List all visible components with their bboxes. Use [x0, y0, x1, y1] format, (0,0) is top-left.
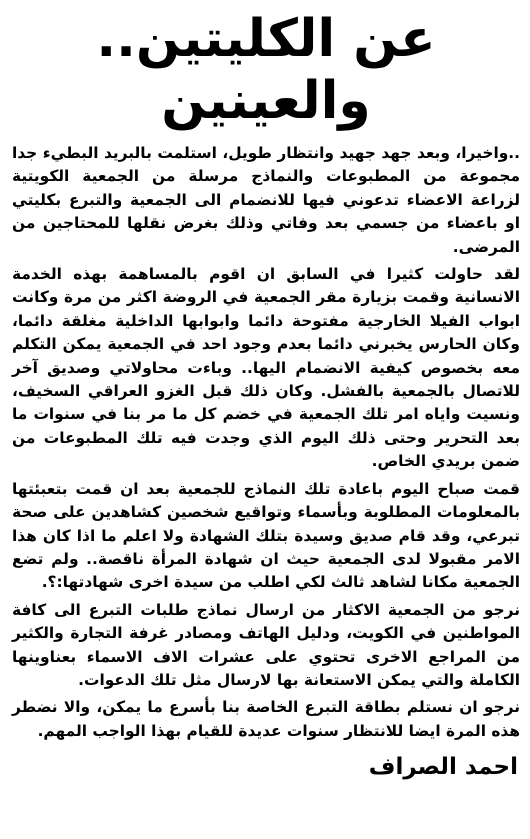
article-title: عن الكليتين.. والعينين [96, 9, 436, 131]
paragraph-3: قمت صباح اليوم باعادة تلك النماذج للجمعية بعد ان قمت بتعبئتها بالمعلومات المطلوبة وبأسماء وتواقيع شخصين كشاهدين على صحة تبرعي، وقد قام صديق وسيدة بتلك الشهادة ولا اعلم ما اذا كان هذا الامر مقبولا لدى الجمعية حيث ان شهادة المرأة ناقصة.. ولم تضع الجمعية مكانا لشاهد ثالث لكي اطلب من سيدة اخرى شهادتها:؟. [12, 479, 520, 592]
article [0, 8, 530, 839]
paragraph-5: نرجو ان نستلم بطاقة التبرع الخاصة بنا بأسرع ما يمكن، والا نضطر هذه المرة ايضا للانتظار سنوات عديدة للقيام بهذا الواجب المهم. [12, 698, 520, 740]
paragraph-1: ..واخيرا، وبعد جهد جهيد وانتظار طويل، استلمت بالبريد البطيء جدا مجموعة من المطبوعات والنماذج مرسلة من الجمعية الكويتية لزراعة الاعضاء تدعوني فيها للانضمام الى الجمعية والتبرع بكليتي او باعضاء من جسمي بعد وفاتي وذلك بغرض نقلها للمحتاجين من المرضى. [12, 144, 520, 256]
article-body [12, 142, 520, 743]
paragraph-4: نرجو من الجمعية الاكثار من ارسال نماذج طلبات التبرع الى كافة المواطنين في الكويت، ودليل الهاتف ومصادر غرفة التجارة والكثير من المراجع الاخرى تحتوي على عشرات الاف الاسماء بعناوينها الكاملة والتي يمكن الاستعانة بها لارسال مثل تلك الدعوات. [12, 600, 520, 689]
author-signature: احمد الصراف [368, 754, 518, 781]
paragraph-2: لقد حاولت كثيرا في السابق ان اقوم بالمساهمة بهذه الخدمة الانسانية وقمت بزيارة مقر الجمعية في الروضة اكثر من مرة وكانت ابواب الفيلا الخارجية مفتوحة دائما وابوابها الداخلية مغلقة دائما، وكان الحارس يخبرني دائما بعدم وجود احد في الجمعية يمكن التكلم معه بخصوص كيفية الانضمام اليها.. وباءت محاولاتي وصديق آخر للاتصال بالجمعية بالفشل. وكان ذلك قبل الغزو العراقي السخيف، ونسيت واياه امر تلك الجمعية في خضم كل ما مر بنا في سنوات ما بعد التحرير وحتى ذلك اليوم الذي وجدت فيه تلك المطبوعات من ضمن بريدي الخاص. [12, 265, 520, 471]
